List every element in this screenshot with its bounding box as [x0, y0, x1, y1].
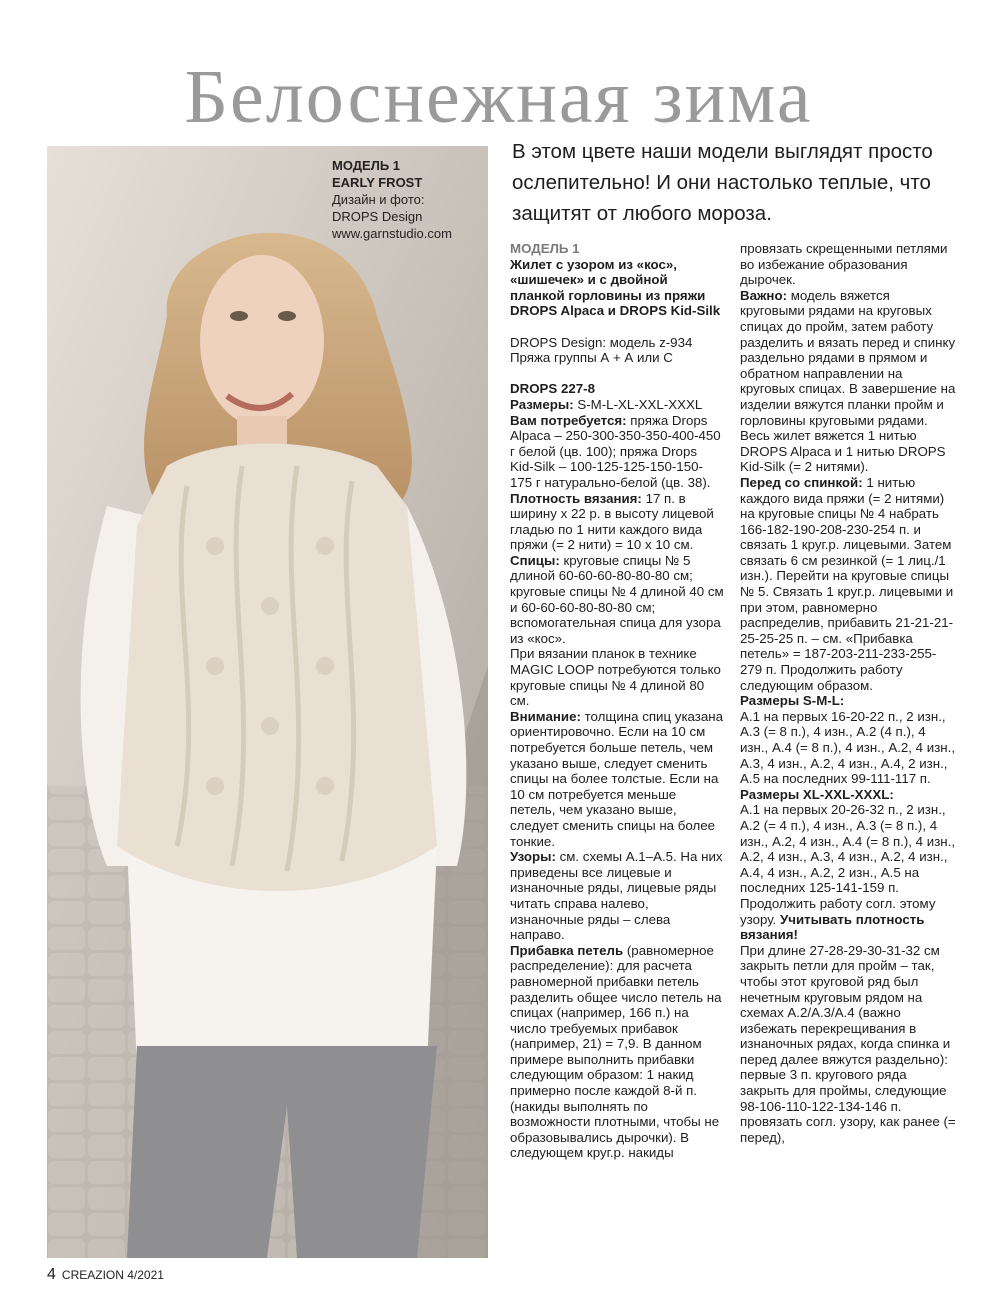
needles-paragraph: Спицы: круговые спицы № 5 длиной 60-60-60-80-80-80 см; круговые спицы № 4 длиной 40 см и 60-60-60-80-80-80 см; вспомогательная спица для узора из «кос». — [510, 552, 724, 646]
continue-paragraph: Продолжить работу согл. этому узору. Учитывать плотность вязания! — [740, 895, 936, 943]
text-column-2 — [740, 241, 956, 1145]
caption-model: МОДЕЛЬ 1 — [332, 158, 401, 173]
caption-website: www.garnstudio.com — [332, 226, 452, 241]
length-paragraph: При длине 27-28-29-30-31-32 см закрыть петли для пройм – так, чтобы этот круговой ряд был нечетным круговым рядом на схемах А.2/А.3/А.4 (важно избежать перекрещивания в изнаночных рядах, когда спинка и перед далее вяжутся раздельно): первые 3 п. кругового ряда закрыть для проймы, следующие 98-106-110-122-134-146 п. провязать согл. узору, как ранее (= перед), — [740, 942, 956, 1145]
caption-credit: DROPS Design — [332, 209, 423, 224]
gauge-paragraph: Плотность вязания: 17 п. в ширину х 22 р. в высоту лицевой гладью по 1 нити каждого вида пряжи (= 2 нити) = 10 х 10 см. — [510, 490, 714, 553]
model-heading: Жилет с узором из «кос», «шишечек» и с двойной планкой горловины из пряжи DROPS Alpaca и DROPS Kid-Silk — [510, 256, 721, 319]
important-paragraph: Важно: модель вяжется круговыми рядами на круговых спицах до пройм, затем работу разделить и вязать перед и спинку раздельно рядами в прямом и обратном направлении на круговых спицах. В завершение на изделии вяжутся планки пройм и горловины круговыми рядами. Весь жилет вяжется 1 нитью DROPS Alpaca и 1 нитью DROPS Kid-Silk (= 2 нитями). — [740, 287, 956, 475]
model-kicker: МОДЕЛЬ 1 — [510, 241, 580, 256]
sizes-paragraph: Размеры: S-M-L-XL-XXL-XXXL — [510, 396, 703, 412]
page-number: 4 — [47, 1266, 56, 1283]
materials-paragraph: Вам потребуется: пряжа Drops Alpaca – 250-300-350-350-400-450 г белой (цв. 100); пряжа Drops Kid-Silk – 100-125-125-150-150-175 г натурально-белой (цв. 38). — [510, 412, 721, 490]
magazine-issue: CREAZION 4/2021 — [61, 1268, 164, 1282]
design-line: DROPS Design: модель z-934 — [510, 334, 693, 350]
pattern-number: DROPS 227-8 — [510, 381, 595, 397]
yarn-group-line: Пряжа группы А + А или С — [510, 350, 673, 366]
lead-paragraph: В этом цвете наши модели выглядят просто ослепительно! И они настолько теплые, что защитят от любого мороза. — [512, 140, 933, 225]
caption-model-name: EARLY FROST — [332, 175, 423, 190]
photo-caption — [332, 157, 482, 242]
page-title: Белоснежная зима — [184, 55, 813, 139]
caption-credit-label: Дизайн и фото: — [332, 192, 425, 207]
patterns-paragraph: Узоры: см. схемы А.1–А.5. На них приведены все лицевые и изнаночные ряды, лицевые ряды читать справа налево, изнаночные ряды – слева направо. — [510, 849, 723, 943]
text-column-1 — [510, 241, 724, 1161]
attention-paragraph: Внимание: толщина спиц указана ориентировочно. Если на 10 см потребуется больше петель, чем указано выше, следует сменить спицы на более толстые. Если на 10 см потребуется меньше петель, чем указано выше, следует сменить спицы на более тонкие. — [510, 708, 724, 849]
sizes-xl-heading: Размеры XL-XXL-XXXL: — [740, 786, 894, 802]
front-back-paragraph: Перед со спинкой: 1 нитью каждого вида пряжи (= 2 нитями) на круговые спицы № 4 набрать 166-182-190-208-230-254 п. и связать 1 круг.р. лицевыми. Затем связать 6 см резинкой (= 1 лиц./1 изн.). Перейти на круговые спицы № 5. Связать 1 круг.р. лицевыми и при этом, равномерно распределив, прибавить 21-21-21-25-25-25 п. – см. «Прибавка петель» = 187-203-211-233-255-279 п. Продолжить работу следующим образом. — [740, 474, 954, 693]
model-photo — [47, 146, 488, 1258]
magic-loop-paragraph: При вязании планок в технике MAGIC LOOP потребуются только круговые спицы № 4 длиной 80 см. — [510, 646, 721, 709]
sizes-xl-paragraph: А.1 на первых 20-26-32 п., 2 изн., А.2 (= 4 п.), 4 изн., А.3 (= 8 п.), 4 изн., А.2, 4 изн., А.4 (= 8 п.), 4 изн., А.2, 4 изн., А.3, 4 изн., А.2, 4 изн., А.4, 4 изн., А.2, 2 изн., А.5 на последних 125-141-159 п. — [740, 802, 956, 896]
continuation-paragraph: провязать скрещенными петлями во избежание образования дырочек. — [740, 241, 948, 288]
increase-paragraph: Прибавка петель (равномерное распределение): для расчета равномерной прибавки петель разделить общее число петель на спицах (например, 166 п.) на число требуемых прибавок (например, 21) = 7,9. В данном примере выполнить прибавки следующим образом: 1 накид примерно после каждой 8-й п. (накиды выполнять по возможности плотными, чтобы не образовывались дырочки). В следующем круг.р. накиды — [510, 942, 722, 1161]
sizes-sml-paragraph: А.1 на первых 16-20-22 п., 2 изн., А.3 (= 8 п.), 4 изн., А.2 (4 п.), 4 изн., А.4 (= 8 п.), 4 изн., А.2, 4 изн., А.3, 4 изн., А.2, 4 изн., А.4, 2 изн., А.5 на последних 99-111-117 п. — [740, 708, 956, 787]
sizes-sml-heading: Размеры S-M-L: — [740, 693, 845, 709]
page-footer — [47, 1266, 164, 1284]
